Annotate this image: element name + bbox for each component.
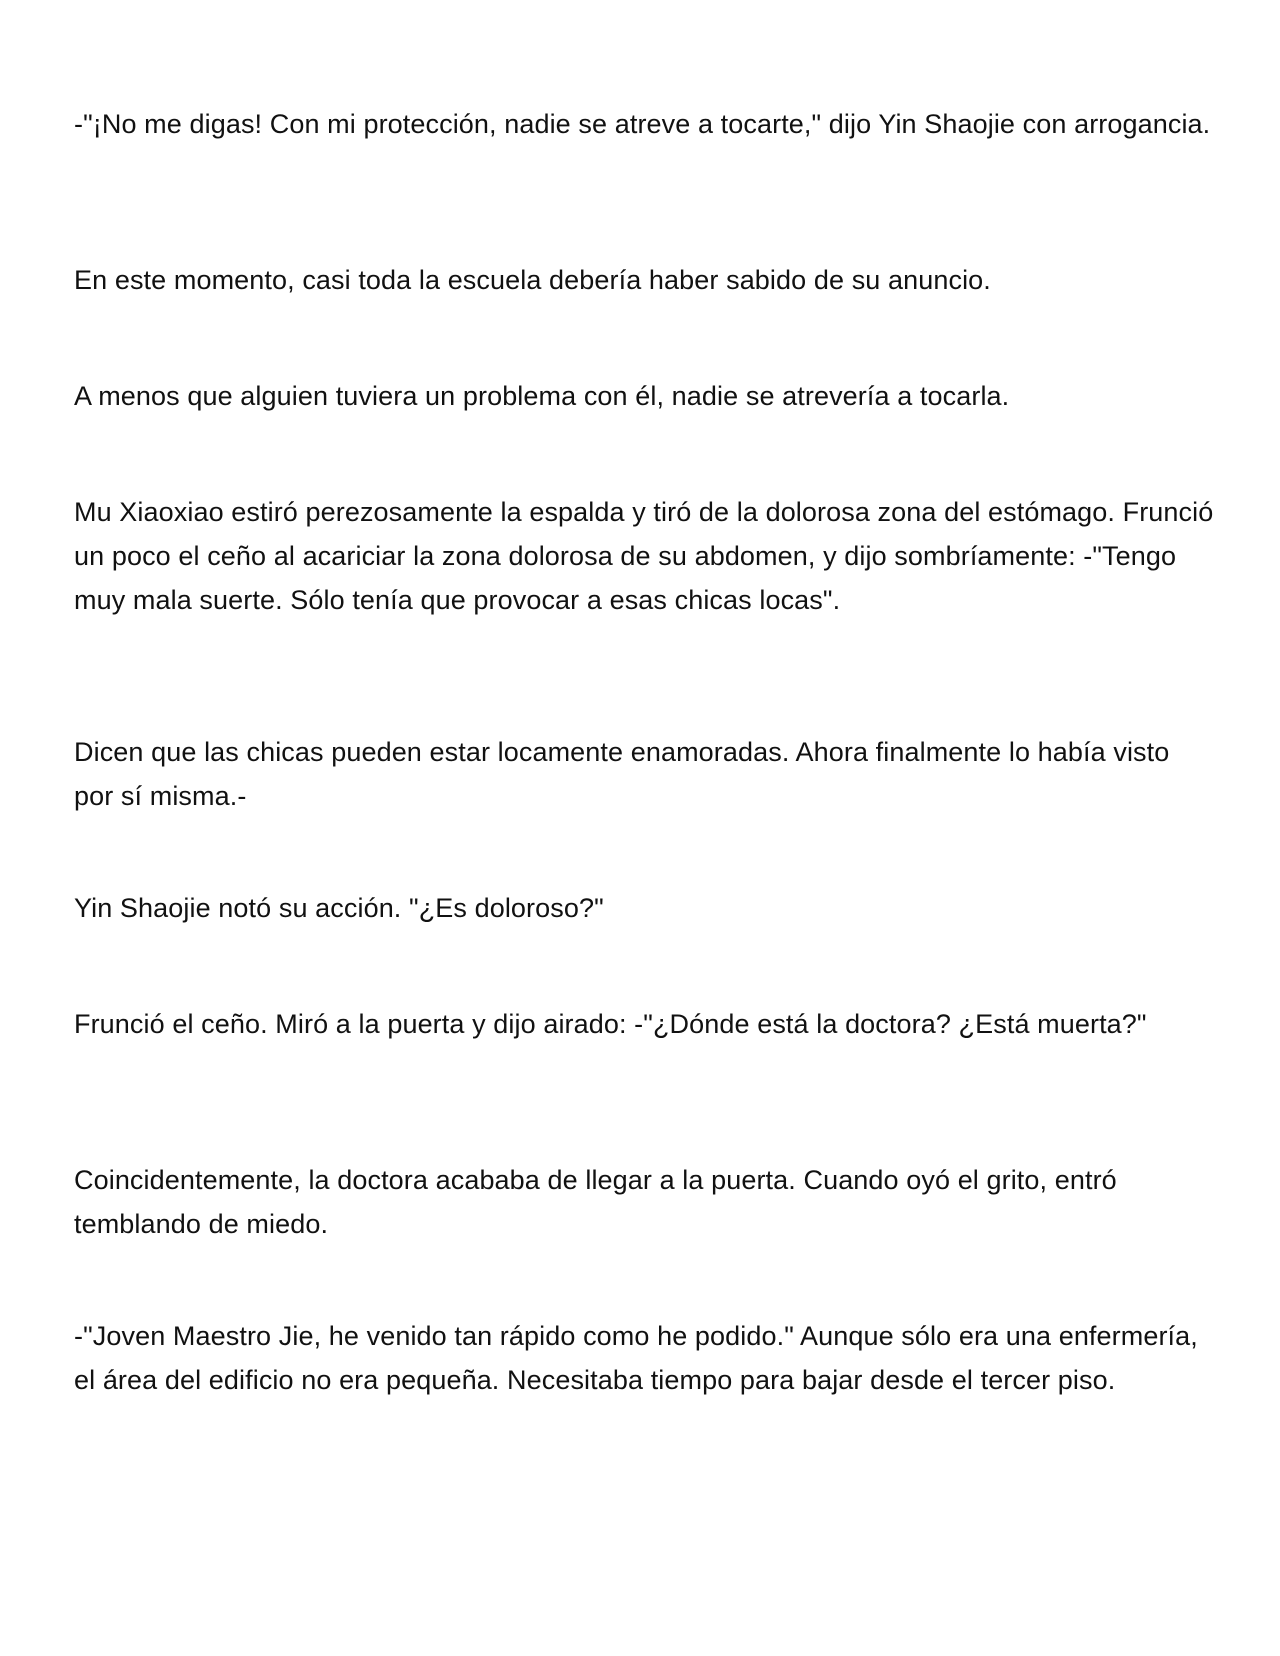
paragraph-6: Yin Shaojie notó su acción. "¿Es doloroso?"	[74, 893, 604, 923]
paragraph-2: En este momento, casi toda la escuela debería haber sabido de su anuncio.	[74, 265, 991, 295]
paragraph-7: Frunció el ceño. Miró a la puerta y dijo airado: -"¿Dónde está la doctora? ¿Está muerta?"	[74, 1009, 1147, 1039]
paragraph-5: Dicen que las chicas pueden estar locamente enamoradas. Ahora finalmente lo había visto por sí misma.-	[74, 737, 1170, 811]
paragraph-4: Mu Xiaoxiao estiró perezosamente la espalda y tiró de la dolorosa zona del estómago. Frunció un poco el ceño al acariciar la zona dolorosa de su abdomen, y dijo sombríamente: -"Tengo muy mala suerte. Sólo tenía que provocar a esas chicas locas".	[74, 497, 1214, 615]
paragraph-1: -"¡No me digas! Con mi protección, nadie se atreve a tocarte," dijo Yin Shaojie con arrogancia.	[74, 109, 1211, 139]
paragraph-3: A menos que alguien tuviera un problema con él, nadie se atrevería a tocarla.	[74, 381, 1010, 411]
paragraph-9: -"Joven Maestro Jie, he venido tan rápido como he podido." Aunque sólo era una enfermería, el área del edificio no era pequeña. Necesitaba tiempo para bajar desde el tercer piso.	[74, 1321, 1198, 1395]
paragraph-8: Coincidentemente, la doctora acababa de llegar a la puerta. Cuando oyó el grito, entró temblando de miedo.	[74, 1165, 1117, 1239]
